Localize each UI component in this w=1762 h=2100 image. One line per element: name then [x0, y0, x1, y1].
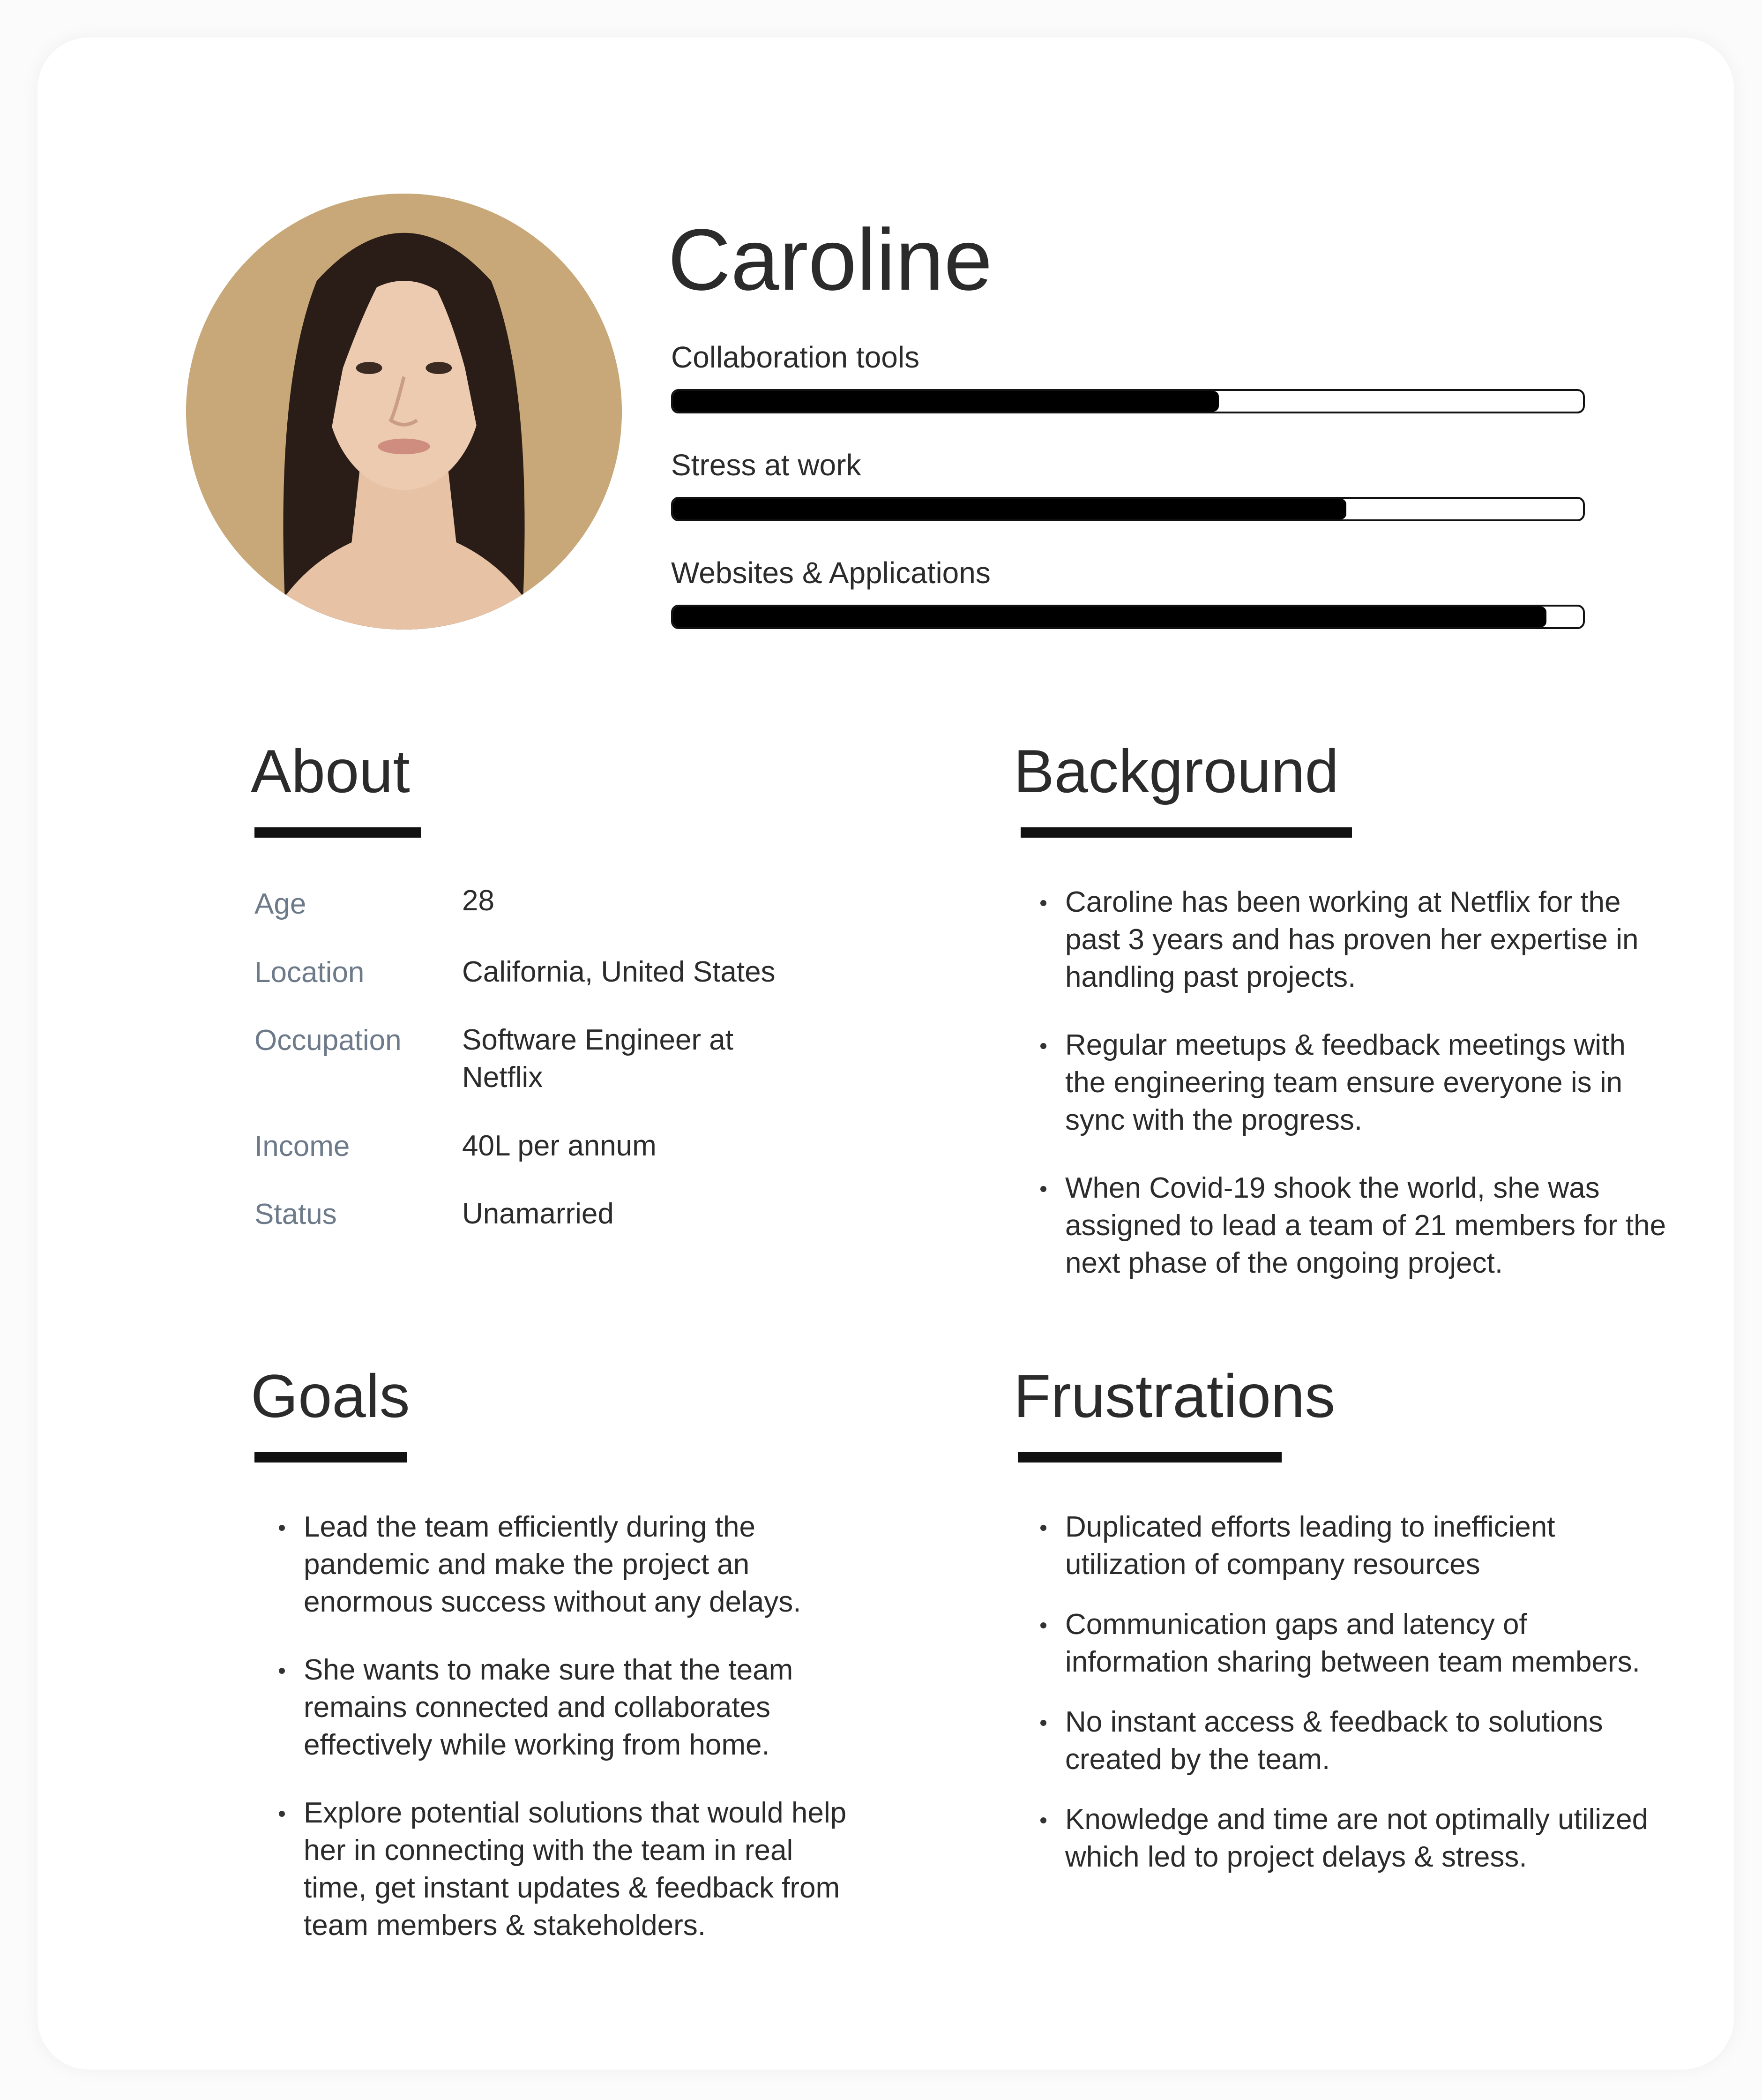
about-value-status: Unamarried — [462, 1198, 614, 1230]
goals-list — [254, 1508, 861, 1944]
metric-label-stress-at-work: Stress at work — [671, 448, 861, 482]
about-label-occupation: Occupation — [254, 1024, 402, 1057]
metric-label-websites-applications: Websites & Applications — [671, 556, 991, 590]
list-item: Regular meetups & feedback meetings with the engineering team ensure everyone is in sync with the progress. — [1065, 1027, 1670, 1139]
list-item: When Covid-19 shook the world, she was assigned to lead a team of 21 members for the next phase of the ongoing project. — [1065, 1170, 1670, 1282]
about-label-age: Age — [254, 888, 306, 920]
about-value-location: California, United States — [462, 956, 776, 988]
metric-label-collaboration-tools: Collaboration tools — [671, 340, 920, 374]
background-underline — [1021, 827, 1352, 838]
metric-bar-fill — [673, 499, 1346, 519]
list-item: No instant access & feedback to solutions created by the team. — [1065, 1703, 1670, 1778]
metric-bar-collaboration-tools — [671, 389, 1585, 413]
list-item: Explore potential solutions that would help her in connecting with the team in real time, get instant updates & feedback from team members & stakeholders. — [304, 1794, 861, 1944]
about-title: About — [251, 737, 410, 805]
list-item: Lead the team efficiently during the pandemic and make the project an enormous success without any delays. — [304, 1508, 861, 1621]
metric-bar-websites-applications — [671, 605, 1585, 629]
about-value-income: 40L per annum — [462, 1130, 657, 1162]
list-item: Knowledge and time are not optimally utilized which led to project delays & stress. — [1065, 1801, 1670, 1876]
goals-underline — [254, 1452, 407, 1462]
list-item: She wants to make sure that the team remains connected and collaborates effectively while working from home. — [304, 1651, 861, 1764]
frustrations-list — [1016, 1508, 1670, 1876]
about-underline — [254, 827, 421, 838]
about-value-occupation: Software Engineer at Netflix — [462, 1024, 734, 1094]
metric-bar-fill — [673, 391, 1219, 412]
about-label-status: Status — [254, 1198, 337, 1230]
metric-bar-fill — [673, 607, 1546, 627]
goals-title: Goals — [251, 1362, 410, 1430]
about-value-age: 28 — [462, 885, 494, 917]
frustrations-underline — [1018, 1452, 1282, 1462]
about-label-location: Location — [254, 956, 365, 989]
list-item: Caroline has been working at Netflix for the past 3 years and has proven her expertise in handling past projects. — [1065, 884, 1670, 996]
background-title: Background — [1014, 737, 1339, 805]
list-item: Communication gaps and latency of information sharing between team members. — [1065, 1606, 1670, 1681]
frustrations-title: Frustrations — [1014, 1362, 1336, 1430]
metric-bar-stress-at-work — [671, 497, 1585, 521]
about-label-income: Income — [254, 1130, 350, 1162]
portrait-photo — [186, 194, 622, 630]
background-list — [1016, 884, 1670, 1282]
avatar — [186, 194, 622, 630]
list-item: Duplicated efforts leading to inefficient utilization of company resources — [1065, 1508, 1670, 1583]
persona-name: Caroline — [668, 211, 993, 308]
